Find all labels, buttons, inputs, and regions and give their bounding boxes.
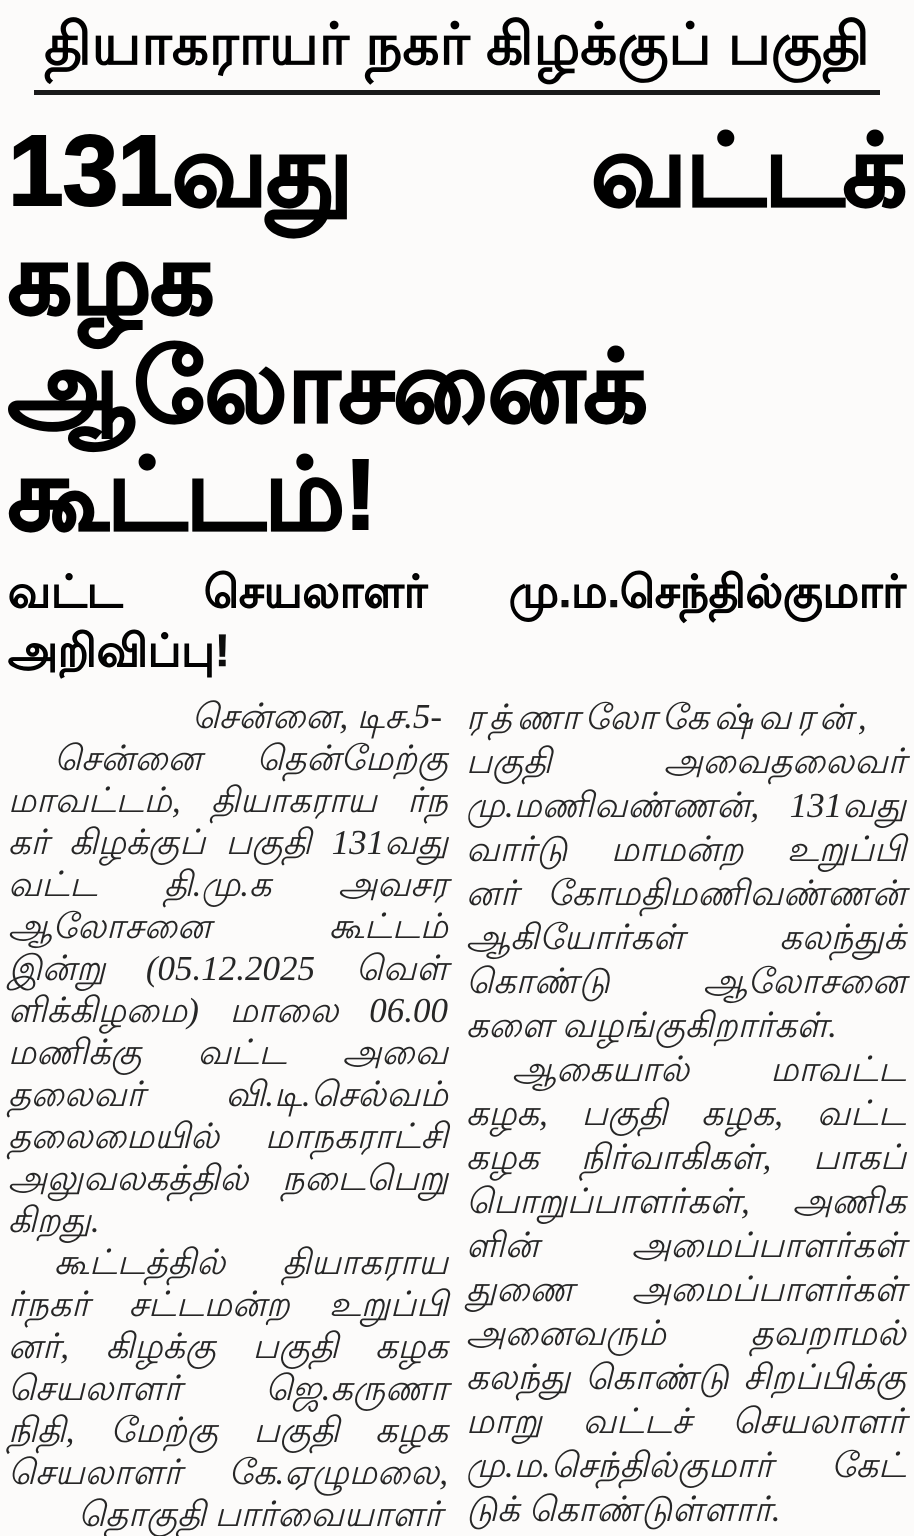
body-line: தலைவர் வி.டி.செல்வம்	[8, 1075, 448, 1115]
body-line: பொறுப்பாளர்கள், அணிக	[466, 1182, 906, 1222]
body-line: கர் கிழக்குப் பகுதி 131வது	[8, 823, 448, 863]
body-line: அலுவலகத்தில் நடைபெறு	[8, 1159, 448, 1199]
body-line: டுக் கொண்டுள்ளார்.	[466, 1490, 781, 1530]
body-line: துணை அமைப்பாளர்கள்	[466, 1270, 906, 1310]
body-line: மு.ம.செந்தில்குமார் கேட்	[466, 1446, 906, 1486]
body-line: மாவட்டம், தியாகராய ர்ந	[8, 781, 448, 821]
body-line: கழக, பகுதி கழக, வட்ட	[466, 1094, 906, 1134]
body-line: களை வழங்குகிறார்கள்.	[466, 1006, 837, 1046]
body-line: ஆலோசனை கூட்டம்	[8, 907, 448, 947]
body-line: பகுதி அவைதலைவர்	[466, 742, 906, 782]
body-line: தலைமையில் மாநகராட்சி	[8, 1117, 448, 1157]
headline-line-2: ஆலோசனைக் கூட்டம்!	[8, 331, 647, 552]
body-line: கொண்டு ஆலோசனை	[466, 962, 906, 1002]
column-left	[8, 696, 448, 1536]
body-line: கூட்டத்தில் தியாகராய	[54, 1243, 448, 1283]
body-line: னர், கிழக்கு பகுதி கழக	[8, 1327, 448, 1367]
body-line: நிதி, மேற்கு பகுதி கழக	[8, 1411, 448, 1451]
column-right	[466, 696, 906, 1536]
body-line: னர் கோமதிமணிவண்ணன்	[466, 874, 906, 914]
body-line: ர்நகர் சட்டமன்ற உறுப்பி	[8, 1285, 448, 1325]
masthead	[8, 6, 906, 95]
subheadline: வட்ட செயலாளர் மு.ம.செந்தில்குமார் அறிவிப்பு!	[8, 566, 906, 676]
body-line: செயலாளர் கே.ஏழுமலை,	[8, 1453, 448, 1493]
body-line: கலந்து கொண்டு சிறப்பிக்கு	[466, 1358, 906, 1398]
body-line: மணிக்கு வட்ட அவை	[8, 1033, 448, 1073]
body-line: செயலாளர் ஜெ.கருணா	[8, 1369, 448, 1409]
body-line: ளிக்கிழமை) மாலை 06.00	[8, 991, 448, 1031]
body-line: அனைவரும் தவறாமல்	[466, 1314, 906, 1354]
dateline: சென்னை, டிச.5-	[191, 697, 442, 737]
body-line: கழக நிர்வாகிகள், பாகப்	[466, 1138, 906, 1178]
body-line: வார்டு மாமன்ற உறுப்பி	[466, 830, 906, 870]
body-line: சென்னை தென்மேற்கு	[54, 739, 448, 779]
body-line: ளின் அமைப்பாளர்கள்	[466, 1226, 906, 1266]
body-line: வட்ட தி.மு.க அவசர	[8, 865, 448, 905]
body-line: ஆகியோர்கள் கலந்துக்	[466, 918, 906, 958]
body-line: ரத்ணாலோகேஷ்வரன்,	[466, 698, 872, 738]
body-line: ஆகையால் மாவட்ட	[512, 1050, 906, 1090]
headline	[8, 115, 906, 552]
body-line: மு.மணிவண்ணன், 131வது	[466, 786, 906, 826]
article-body	[8, 696, 906, 1536]
masthead-title: தியாகராயர் நகர் கிழக்குப் பகுதி	[34, 6, 879, 95]
body-line: தொகுதி பார்வையாளர்	[77, 1495, 442, 1535]
body-line: கிறது.	[8, 1201, 100, 1241]
body-line: மாறு வட்டச் செயலாளர்	[466, 1402, 906, 1442]
headline-line-1: 131வது வட்டக் கழக	[8, 115, 906, 336]
body-line: இன்று (05.12.2025 வெள்	[8, 949, 448, 989]
